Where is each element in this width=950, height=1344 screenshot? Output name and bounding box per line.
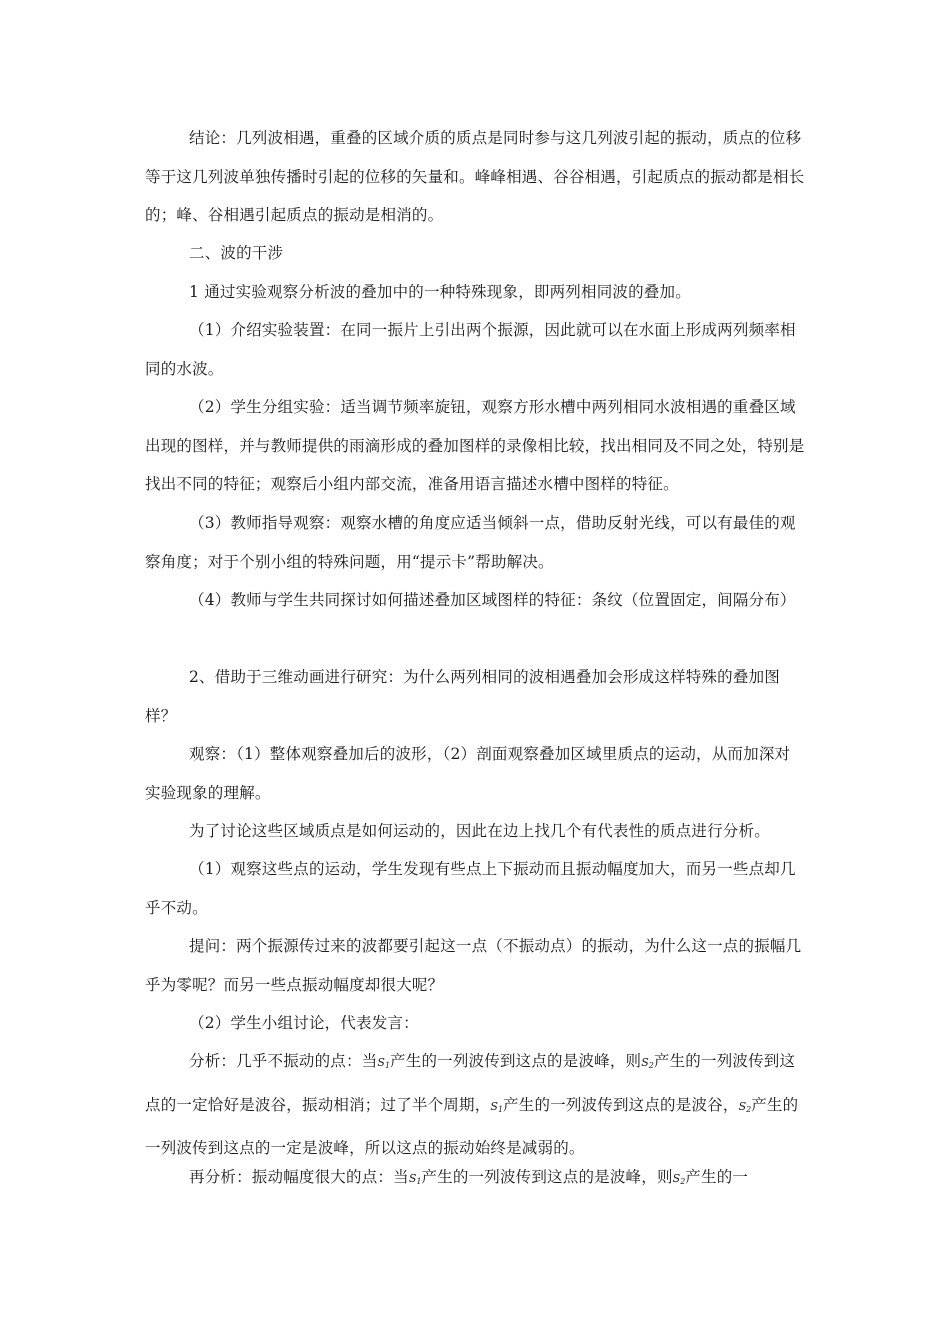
source-s1-symbol: $S_1$ bbox=[490, 1099, 504, 1114]
source-s1-symbol: $S_1$ bbox=[408, 1172, 422, 1186]
step-3-paragraph: （3）教师指导观察：观察水槽的角度应适当倾斜一点，借助反射光线，可以有最佳的观察角度；对于个别小组的特殊问题，用“提示卡”帮助解决。 bbox=[145, 514, 796, 571]
analysis-text-4: 产生的一列波传到这点的是波谷， bbox=[503, 1095, 739, 1114]
reanalysis-text-3: 产生的一 bbox=[685, 1168, 749, 1186]
step-1-paragraph: （1）介绍实验装置：在同一振片上引出两个振源，因此就可以在水面上形成两列频率相同的水波。 bbox=[145, 321, 796, 378]
section-heading-interference: 二、波的干涉 bbox=[189, 244, 284, 262]
analysis-text-1: 分析：几乎不振动的点：当 bbox=[189, 1052, 378, 1070]
group-discussion-paragraph: （2）学生小组讨论，代表发言： bbox=[189, 1014, 419, 1032]
animation-study-paragraph: 2、借助于三维动画进行研究：为什么两列相同的波相遇叠加会形成这样特殊的叠加图样？ bbox=[145, 668, 780, 725]
source-s2-symbol: $S_2$ bbox=[672, 1172, 686, 1186]
analysis-text-3: 产生的一列波传到这点的一定恰好是波谷，振动相消；过了半个周期， bbox=[145, 1052, 796, 1114]
analysis-text-2: 产生的一列波传到这点的是波峰，则 bbox=[390, 1052, 642, 1070]
analysis-text-5: 产生的一列波传到这点的一定是波峰，所以这点的振动始终是减弱的。 bbox=[145, 1095, 799, 1157]
experiment-intro-paragraph: 1 通过实验观察分析波的叠加中的一种特殊现象，即两列相同波的叠加。 bbox=[189, 283, 691, 301]
source-s2-symbol: $S_2$ bbox=[641, 1056, 654, 1070]
observation-paragraph: 观察：（1）整体观察叠加后的波形，（2）剖面观察叠加区域里质点的运动，从而加深对实验现象的理解。 bbox=[145, 745, 791, 802]
source-s1-symbol: $S_1$ bbox=[377, 1056, 391, 1070]
reanalysis-text-1: 再分析：振动幅度很大的点：当 bbox=[189, 1168, 409, 1186]
source-s2-symbol: $S_2$ bbox=[738, 1099, 752, 1114]
question-paragraph: 提问：两个振源传过来的波都要引起这一点（不振动点）的振动，为什么这一点的振幅几乎为零呢？而另一些点振动幅度却很大呢？ bbox=[145, 937, 802, 994]
analysis-paragraph bbox=[145, 1042, 805, 1168]
step-2-paragraph: （2）学生分组实验：适当调节频率旋钮，观察方形水槽中两列相同水波相遇的重叠区域出现的图样，并与教师提供的雨滴形成的叠加图样的录像相比较，找出相同及不同之处，特别是找出不同的特征；观察后小组内部交流，准备用语言描述水槽中图样的特征。 bbox=[145, 398, 805, 493]
discussion-intro-paragraph: 为了讨论这些区域质点是如何运动的，因此在边上找几个有代表性的质点进行分析。 bbox=[189, 822, 770, 840]
conclusion-paragraph: 结论：几列波相遇，重叠的区域介质的质点是同时参与这几列波引起的振动，质点的位移等于这几列波单独传播时引起的位移的矢量和。峰峰相遇、谷谷相遇，引起质点的振动都是相长的；峰、谷相遇引起质点的振动是相消的。 bbox=[145, 129, 805, 224]
reanalysis-text-2: 产生的一列波传到这点的是波峰，则 bbox=[421, 1168, 673, 1186]
observe-points-paragraph: （1）观察这些点的运动，学生发现有些点上下振动而且振动幅度加大，而另一些点却几乎不动。 bbox=[145, 860, 796, 917]
step-4-paragraph: （4）教师与学生共同探讨如何描述叠加区域图样的特征：条纹（位置固定，间隔分布） bbox=[189, 591, 796, 609]
reanalysis-paragraph bbox=[145, 1158, 805, 1202]
